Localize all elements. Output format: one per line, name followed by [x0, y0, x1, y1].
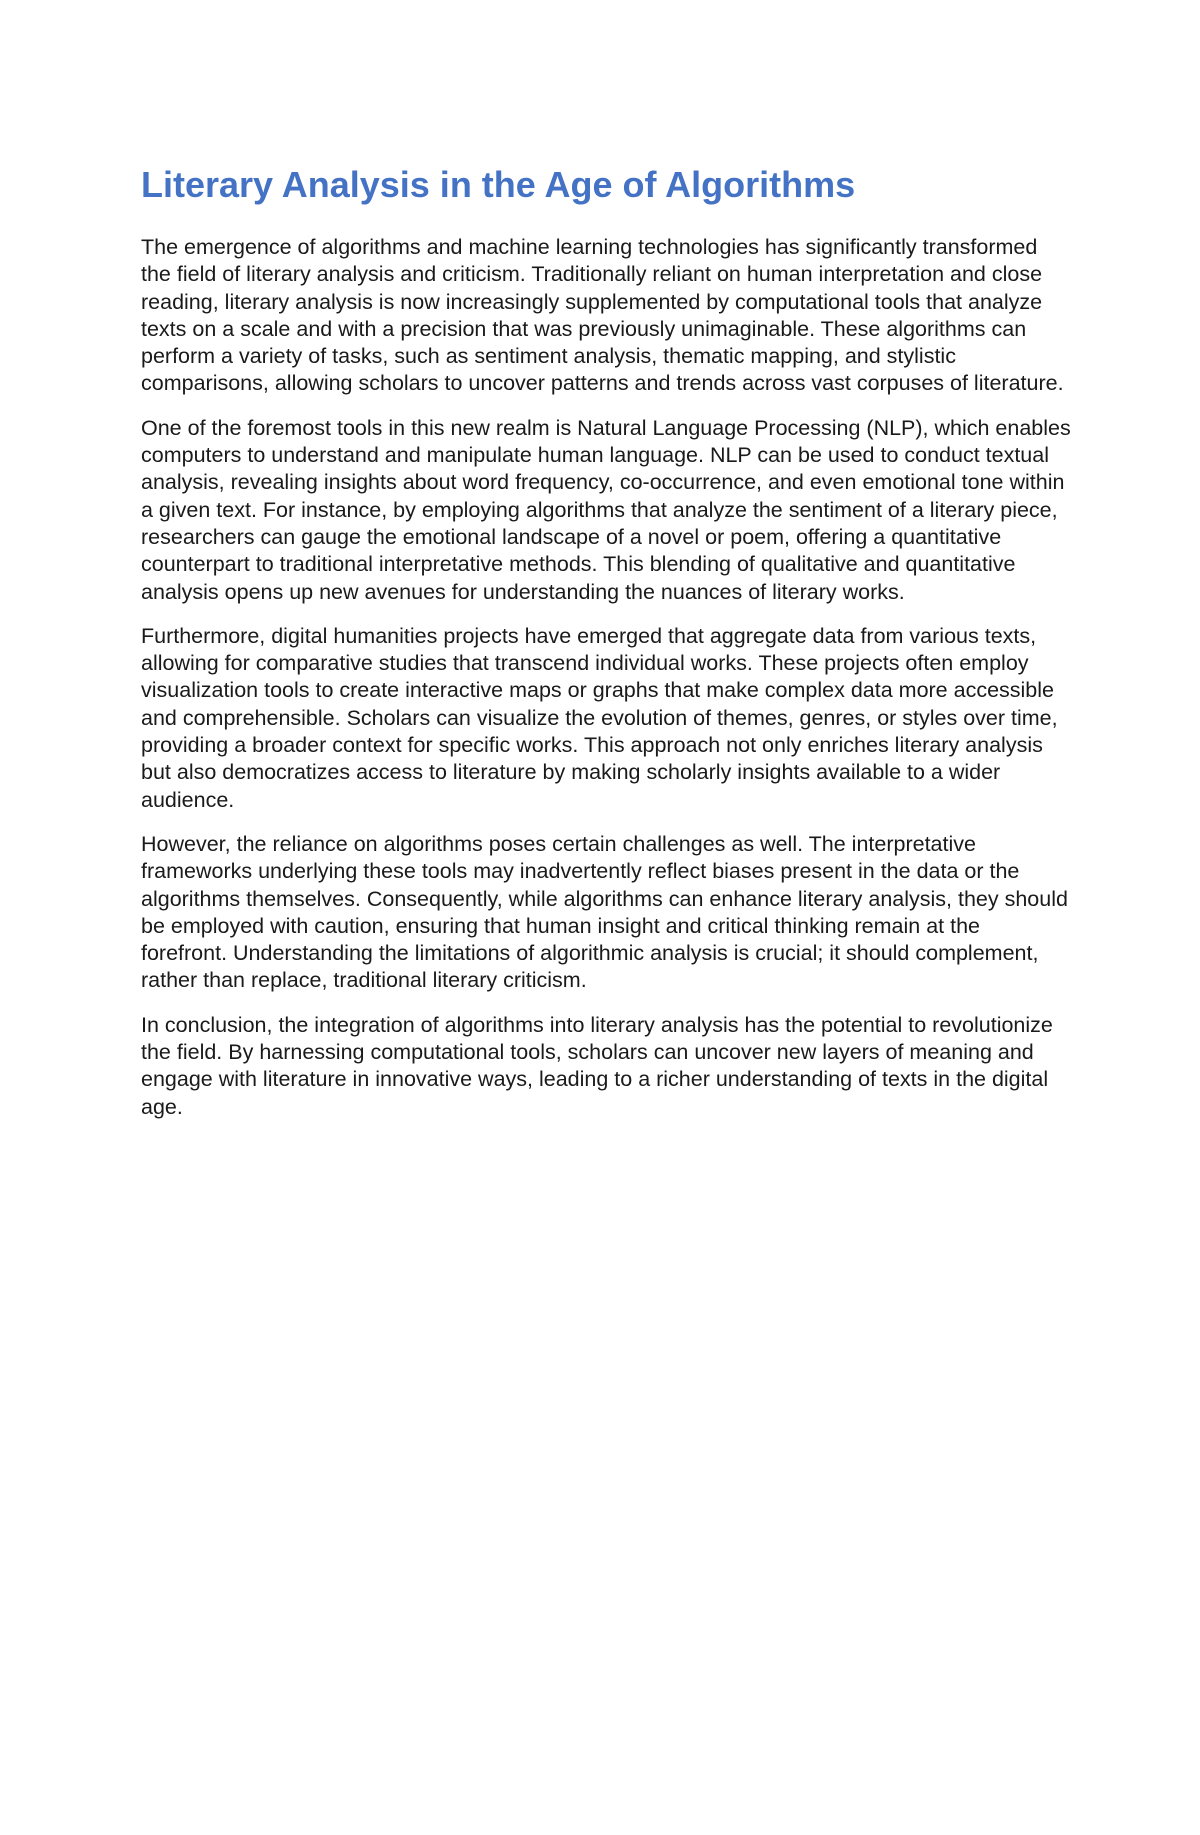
paragraph-1: The emergence of algorithms and machine learning technologies has significantly transformed the field of literary analysis and criticism. Traditionally reliant on human interpretation and close reading, literary analysis is now increasingly supplemented by computational tools that analyze texts on a scale and with a precision that was previously unimaginable. These algorithms can perform a variety of tasks, such as sentiment analysis, thematic mapping, and stylistic comparisons, allowing scholars to uncover patterns and trends across vast corpuses of literature.: [141, 235, 1064, 396]
paragraph-2: One of the foremost tools in this new realm is Natural Language Processing (NLP), which enables computers to understand and manipulate human language. NLP can be used to conduct textual analysis, revealing insights about word frequency, co-occurrence, and even emotional tone within a given text. For instance, by employing algorithms that analyze the sentiment of a literary piece, researchers can gauge the emotional landscape of a novel or poem, offering a quantitative counterpart to traditional interpretative methods. This blending of qualitative and quantitative analysis opens up new avenues for understanding the nuances of literary works.: [141, 415, 1071, 604]
paragraph-5: In conclusion, the integration of algorithms into literary analysis has the potential to revolutionize the field. By harnessing computational tools, scholars can uncover new layers of meaning and engage with literature in innovative ways, leading to a richer understanding of texts in the digital age.: [141, 1012, 1053, 1119]
paragraph-3: Furthermore, digital humanities projects have emerged that aggregate data from various texts, allowing for comparative studies that transcend individual works. These projects often employ visualization tools to create interactive maps or graphs that make complex data more accessible and comprehensible. Scholars can visualize the evolution of themes, genres, or styles over time, providing a broader context for specific works. This approach not only enriches literary analysis but also democratizes access to literature by making scholarly insights available to a wider audience.: [141, 623, 1058, 812]
document-title: Literary Analysis in the Age of Algorithms: [141, 164, 856, 205]
document-body: [141, 158, 1071, 1138]
paragraph-4: However, the reliance on algorithms poses certain challenges as well. The interpretative frameworks underlying these tools may inadvertently reflect biases present in the data or the algorithms themselves. Consequently, while algorithms can enhance literary analysis, they should be employed with caution, ensuring that human insight and critical thinking remain at the forefront. Understanding the limitations of algorithmic analysis is crucial; it should complement, rather than replace, traditional literary criticism.: [141, 831, 1068, 993]
